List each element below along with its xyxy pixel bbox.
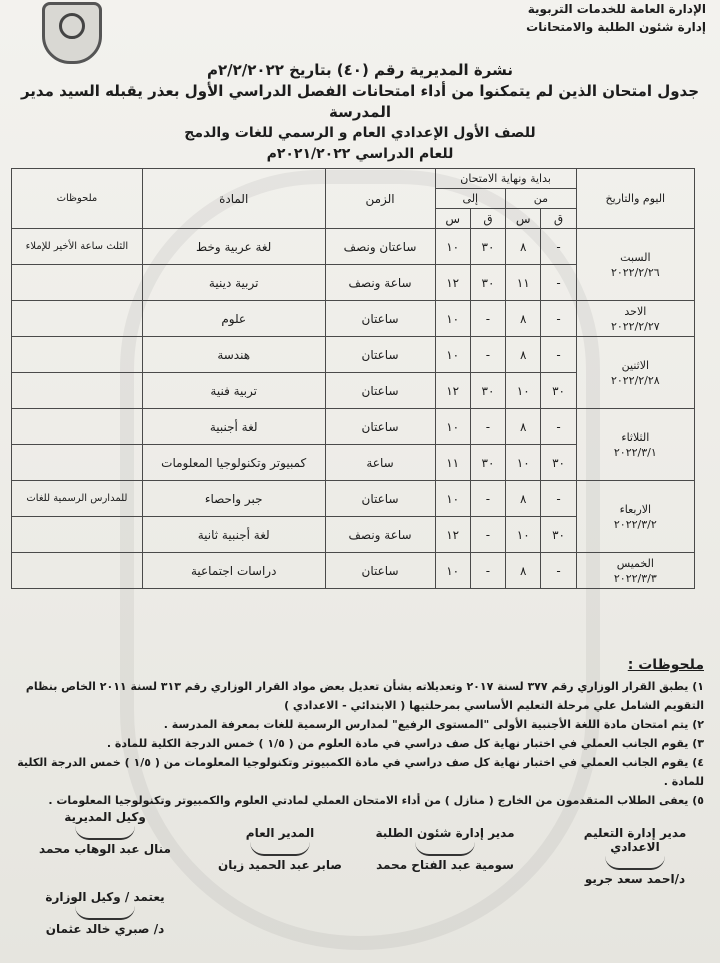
subject-cell: علوم (142, 301, 325, 337)
from-minute: - (541, 553, 576, 589)
exam-date: ٢٠٢٢/٣/٢ (613, 517, 657, 531)
col-subject: المادة (142, 169, 325, 229)
day-name: الاحد (624, 304, 647, 318)
from-hour: ٨ (506, 481, 541, 517)
handwritten-signature (250, 842, 310, 856)
notes-section (12, 656, 704, 810)
duration-cell: ساعتان (325, 553, 435, 589)
duration-cell: ساعتان ونصف (325, 229, 435, 265)
signature-name: منال عبد الوهاب محمد (39, 842, 171, 856)
signature-title: مدير إدارة التعليم الاعدادي (583, 826, 687, 854)
schedule-row (12, 553, 695, 589)
schedule-row (12, 409, 695, 445)
col-to: إلى (435, 189, 506, 209)
from-hour: ٨ (506, 409, 541, 445)
signature-name: سومية عبد الفتاح محمد (376, 858, 514, 872)
to-hour: ١١ (435, 445, 470, 481)
day-name: الاثنين (621, 358, 650, 372)
signature-deputy (30, 810, 180, 856)
to-hour: ١٠ (435, 553, 470, 589)
from-minute: - (541, 409, 576, 445)
col-duration: الزمن (325, 169, 435, 229)
subject-cell: دراسات اجتماعية (142, 553, 325, 589)
handwritten-signature (605, 856, 665, 870)
day-date-cell (576, 301, 694, 337)
col-to-s: س (435, 209, 470, 229)
to-hour: ١٠ (435, 301, 470, 337)
issuer-line-1: الإدارة العامة للخدمات التربوية (527, 2, 706, 16)
to-minute: - (470, 409, 505, 445)
exam-schedule-table (11, 168, 695, 589)
subject-cell: جبر واحصاء (142, 481, 325, 517)
to-hour: ١٢ (435, 517, 470, 553)
subject-cell: تربية دينية (142, 265, 325, 301)
schedule-row (12, 229, 695, 265)
signature-title: وكيل المديرية (64, 810, 146, 824)
signature-students-affairs (370, 826, 520, 872)
exam-date: ٢٠٢٢/٢/٢٨ (610, 373, 660, 387)
day-name: الخميس (616, 556, 654, 570)
day-date-cell (576, 409, 694, 481)
duration-cell: ساعتان (325, 337, 435, 373)
signature-title: مدير إدارة شئون الطلبة (375, 826, 515, 840)
to-minute: - (470, 553, 505, 589)
to-minute: - (470, 301, 505, 337)
day-date-cell (576, 337, 694, 409)
subject-cell: هندسة (142, 337, 325, 373)
day-date-cell (576, 481, 694, 553)
from-hour: ١٠ (506, 373, 541, 409)
col-to-q: ق (470, 209, 505, 229)
year-title: للعام الدراسي ٢٠٢١/٢٠٢٢م (266, 146, 454, 162)
signature-name: د/ صبري خالد عثمان (45, 922, 165, 936)
day-date-cell (576, 229, 694, 301)
to-minute: ٣٠ (470, 373, 505, 409)
row-note-cell (12, 445, 143, 481)
from-minute: ٣٠ (541, 373, 576, 409)
duration-cell: ساعتان (325, 301, 435, 337)
exam-table-body (12, 229, 695, 589)
to-minute: ٣٠ (470, 229, 505, 265)
to-hour: ١٠ (435, 337, 470, 373)
grade-title: للصف الأول الإعدادي العام و الرسمي للغات والدمج (184, 125, 536, 141)
exam-date: ٢٠٢٢/٢/٢٦ (610, 265, 660, 279)
day-name: السبت (620, 250, 651, 264)
from-minute: - (541, 301, 576, 337)
from-minute: ٣٠ (541, 517, 576, 553)
signature-general-director (210, 826, 350, 872)
day-name: الثلاثاء (621, 430, 650, 444)
row-note-cell (12, 265, 143, 301)
from-hour: ٨ (506, 337, 541, 373)
to-minute: - (470, 337, 505, 373)
signature-approval (30, 890, 180, 936)
row-note-cell (12, 373, 143, 409)
from-minute: ٣٠ (541, 445, 576, 481)
duration-cell: ساعة (325, 445, 435, 481)
row-note-cell: الثلث ساعة الأخير للإملاء (12, 229, 143, 265)
from-hour: ١١ (506, 265, 541, 301)
row-note-cell (12, 301, 143, 337)
handwritten-signature (75, 906, 135, 920)
col-time-range: بداية ونهاية الامتحان (435, 169, 576, 189)
from-minute: - (541, 265, 576, 301)
subject-cell: لغة أجنبية ثانية (142, 517, 325, 553)
col-from: من (506, 189, 577, 209)
row-note-cell: للمدارس الرسمية للغات (12, 481, 143, 517)
col-from-s: س (506, 209, 541, 229)
eagle-icon (59, 13, 85, 39)
schedule-row (12, 337, 695, 373)
exam-date: ٢٠٢٢/٣/١ (613, 445, 657, 459)
from-minute: - (541, 337, 576, 373)
duration-cell: ساعتان (325, 481, 435, 517)
row-note-cell (12, 337, 143, 373)
issuer-header (526, 0, 706, 36)
row-note-cell (12, 553, 143, 589)
duration-cell: ساعة ونصف (325, 517, 435, 553)
to-hour: ١٢ (435, 265, 470, 301)
duration-cell: ساعتان (325, 373, 435, 409)
from-hour: ٨ (506, 229, 541, 265)
from-hour: ١٠ (506, 517, 541, 553)
bulletin-number: نشرة المديرية رقم (٤٠) بتاريخ ٢/٢/٢٠٢٢م (207, 61, 513, 79)
to-minute: ٣٠ (470, 445, 505, 481)
ministry-logo (42, 2, 102, 64)
from-minute: - (541, 229, 576, 265)
signature-title: المدير العام (245, 826, 315, 840)
handwritten-signature (75, 826, 135, 840)
duration-cell: ساعتان (325, 409, 435, 445)
note-item: ٥) يعفى الطلاب المتقدمون من الخارج ( منازل ) من أداء الامتحان العملي لمادتي العلوم والكمبيوتر وتكنولوجيا المعلومات . (48, 794, 704, 807)
day-name: الاربعاء (619, 502, 652, 516)
signature-title: يعتمد / وكيل الوزارة (45, 890, 165, 904)
duration-cell: ساعة ونصف (325, 265, 435, 301)
to-hour: ١٠ (435, 409, 470, 445)
main-title: جدول امتحان الذين لم يتمكنوا من أداء امتحانات الفصل الدراسي الأول بعذر يقبله السيد مدير المدرسة (20, 82, 700, 121)
signature-director-prep (560, 826, 710, 886)
subject-cell: لغة أجنبية (142, 409, 325, 445)
signature-name: صابر عبد الحميد زيان (218, 858, 342, 872)
row-note-cell (12, 517, 143, 553)
subject-cell: لغة عربية وخط (142, 229, 325, 265)
to-hour: ١٢ (435, 373, 470, 409)
subject-cell: تربية فنية (142, 373, 325, 409)
from-hour: ٨ (506, 301, 541, 337)
from-hour: ٨ (506, 553, 541, 589)
note-item: ١) يطبق القرار الوزاري رقم ٣٧٧ لسنة ٢٠١٧ وتعديلاته بشأن تعديل بعض مواد القرار الوزاري رقم ٣١٣ لسنة ٢٠١١ الخاص بنظام التقويم الشامل علي مرحلة التعليم الأساسي بمرحلتيها ( الابتدائي - الاعدادي ) (25, 680, 704, 712)
subject-cell: كمبيوتر وتكنولوجيا المعلومات (142, 445, 325, 481)
to-hour: ١٠ (435, 229, 470, 265)
to-minute: - (470, 481, 505, 517)
issuer-line-2: إدارة شئون الطلبة والامتحانات (526, 20, 706, 34)
schedule-row (12, 301, 695, 337)
from-minute: - (541, 481, 576, 517)
signature-name: د/احمد سعد جريو (584, 872, 686, 886)
from-hour: ١٠ (506, 445, 541, 481)
document-titles (0, 60, 720, 165)
exam-date: ٢٠٢٢/٣/٣ (613, 571, 657, 585)
col-notes: ملحوظات (12, 169, 143, 229)
schedule-row (12, 481, 695, 517)
note-item: ٤) يقوم الجانب العملي في اختبار نهاية كل صف دراسي في مادة الكمبيوتر وتكنولوجيا المعلومات من ( ١/٥ ) خمس الدرجة الكلية للمادة . (17, 756, 704, 788)
handwritten-signature (415, 842, 475, 856)
exam-date: ٢٠٢٢/٢/٢٧ (610, 319, 660, 333)
notes-title: ملحوظات : (627, 657, 704, 673)
note-item: ٣) يقوم الجانب العملي في اختبار نهاية كل صف دراسي في مادة العلوم من ( ١/٥ ) خمس الدرجة الكلية للمادة . (106, 737, 704, 750)
signatures-block (0, 810, 720, 963)
to-hour: ١٠ (435, 481, 470, 517)
col-day: اليوم والتاريخ (576, 169, 694, 229)
to-minute: - (470, 517, 505, 553)
to-minute: ٣٠ (470, 265, 505, 301)
row-note-cell (12, 409, 143, 445)
col-from-q: ق (541, 209, 576, 229)
note-item: ٢) يتم امتحان مادة اللغة الأجنبية الأولى "المستوى الرفيع" لمدارس الرسمية للغات بمعرفة المدرسة . (163, 718, 704, 731)
day-date-cell (576, 553, 694, 589)
